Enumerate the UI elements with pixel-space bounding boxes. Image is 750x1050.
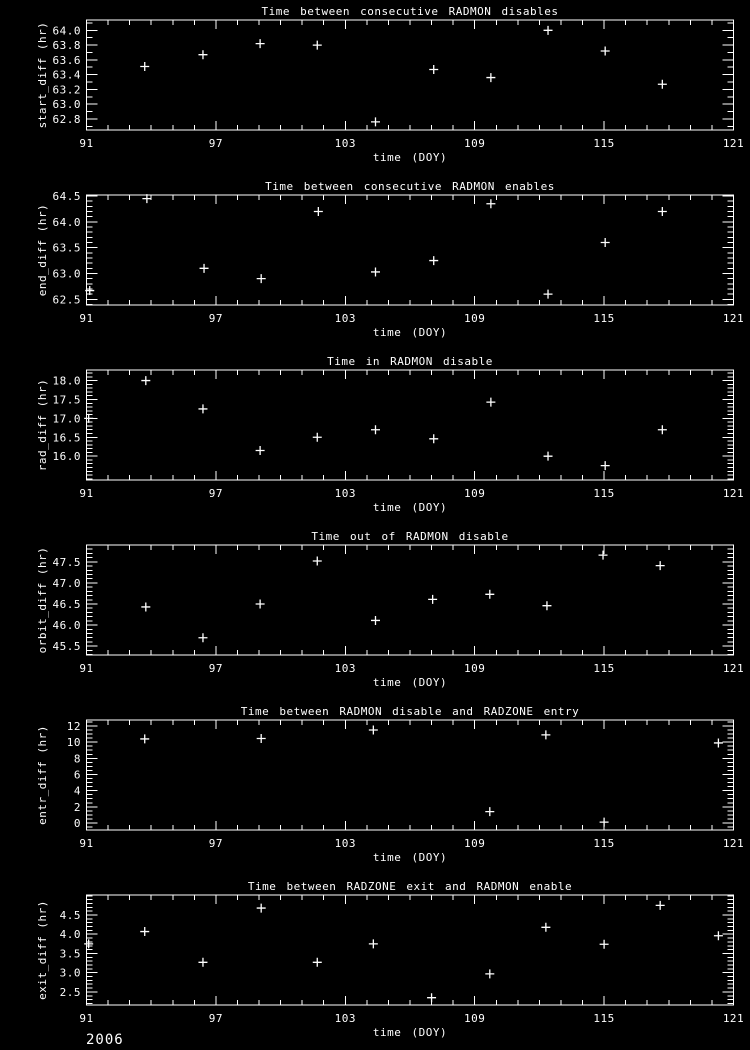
data-point — [371, 616, 380, 625]
data-point — [84, 414, 93, 423]
x-tick-label: 91 — [79, 1012, 94, 1025]
x-axis-label: time (DOY) — [372, 151, 448, 164]
subplot-6 — [36, 880, 744, 1039]
data-points — [84, 376, 667, 470]
data-point — [428, 595, 437, 604]
y-axis-label: orbit_diff (hr) — [36, 546, 49, 654]
axes — [87, 895, 734, 1005]
plot-box — [87, 370, 734, 480]
plot-box — [87, 195, 734, 305]
y-tick-label: 3.5 — [59, 947, 81, 961]
x-tick-label: 91 — [79, 487, 94, 500]
plot-box — [87, 545, 734, 655]
x-axis-label: time (DOY) — [372, 501, 448, 514]
plot-box — [87, 720, 734, 830]
y-tick-label: 64.5 — [52, 190, 81, 204]
data-point — [429, 256, 438, 265]
axes — [87, 195, 734, 305]
data-point — [313, 433, 322, 442]
data-point — [198, 50, 207, 59]
plot-title: Time between RADMON disable and RADZONE entry — [240, 705, 580, 718]
plot-title: Time between consecutive RADMON enables — [265, 180, 555, 193]
data-point — [600, 940, 609, 949]
y-tick-label: 64.0 — [52, 215, 81, 229]
data-point — [427, 993, 436, 1002]
y-tick-label: 62.5 — [52, 293, 81, 307]
data-point — [600, 818, 609, 827]
y-tick-label: 63.4 — [52, 68, 81, 82]
y-axis-label: entr_diff (hr) — [36, 725, 49, 825]
data-point — [371, 117, 380, 126]
x-tick-label: 97 — [208, 837, 224, 850]
y-tick-label: 12 — [66, 719, 81, 733]
y-tick-label: 4 — [73, 784, 81, 798]
data-point — [429, 434, 438, 443]
x-tick-label: 121 — [722, 837, 745, 850]
x-tick-label: 121 — [722, 662, 745, 675]
x-tick-label: 115 — [593, 1012, 615, 1025]
y-axis-label: rad_diff (hr) — [36, 378, 49, 472]
y-tick-label: 16.0 — [52, 450, 81, 464]
data-point — [84, 939, 93, 948]
x-tick-label: 103 — [334, 137, 356, 150]
data-point — [257, 904, 266, 913]
plot-title: Time in RADMON disable — [327, 355, 493, 368]
y-tick-label: 63.6 — [52, 53, 81, 67]
y-tick-label: 8 — [73, 752, 81, 766]
data-point — [313, 557, 322, 566]
data-point — [140, 62, 149, 71]
y-tick-label: 63.2 — [52, 83, 81, 97]
x-tick-label: 97 — [208, 137, 224, 150]
data-point — [485, 969, 494, 978]
data-point — [429, 65, 438, 74]
data-point — [369, 726, 378, 735]
x-tick-label: 121 — [722, 312, 745, 325]
x-tick-label: 103 — [334, 837, 356, 850]
data-point — [658, 425, 667, 434]
x-tick-label: 97 — [208, 487, 224, 500]
data-point — [599, 551, 608, 560]
data-point — [313, 41, 322, 50]
data-point — [257, 734, 266, 743]
data-point — [140, 734, 149, 743]
data-points — [85, 194, 667, 299]
x-tick-label: 109 — [464, 487, 486, 500]
y-tick-label: 63.5 — [52, 241, 81, 255]
x-tick-label: 103 — [334, 312, 356, 325]
data-point — [601, 47, 610, 56]
data-point — [544, 452, 553, 461]
y-tick-label: 63.0 — [52, 267, 81, 281]
x-tick-label: 121 — [722, 1012, 745, 1025]
subplot-1 — [36, 5, 744, 164]
axes — [87, 370, 734, 480]
y-tick-label: 10 — [66, 736, 81, 750]
x-tick-label: 109 — [464, 1012, 486, 1025]
data-points — [141, 551, 664, 643]
data-point — [141, 376, 150, 385]
data-point — [371, 425, 380, 434]
year-label: 2006 — [86, 1032, 124, 1048]
data-point — [601, 238, 610, 247]
y-axis-label: exit_diff (hr) — [36, 900, 49, 1000]
data-point — [200, 264, 209, 273]
x-tick-label: 115 — [593, 487, 615, 500]
y-tick-label: 17.5 — [52, 393, 81, 407]
data-point — [486, 398, 495, 407]
data-point — [485, 590, 494, 599]
subplot-3 — [36, 355, 744, 514]
x-tick-label: 97 — [208, 1012, 224, 1025]
plot-box — [87, 895, 734, 1005]
data-point — [256, 600, 265, 609]
y-tick-label: 0 — [73, 816, 81, 830]
y-tick-label: 4.0 — [59, 928, 81, 942]
x-tick-label: 121 — [722, 137, 745, 150]
data-points — [84, 901, 723, 1002]
axes — [87, 20, 734, 130]
data-point — [542, 601, 551, 610]
data-point — [314, 207, 323, 216]
y-tick-label: 18.0 — [52, 374, 81, 388]
x-tick-label: 103 — [334, 662, 356, 675]
x-tick-label: 91 — [79, 662, 94, 675]
data-point — [486, 199, 495, 208]
data-point — [256, 446, 265, 455]
plot-box — [87, 20, 734, 130]
data-point — [541, 730, 550, 739]
x-axis-label: time (DOY) — [372, 326, 448, 339]
x-tick-label: 115 — [593, 837, 615, 850]
axes — [87, 545, 734, 655]
x-tick-label: 109 — [464, 312, 486, 325]
x-axis-label: time (DOY) — [372, 676, 448, 689]
data-point — [714, 931, 723, 940]
y-tick-label: 2 — [73, 800, 81, 814]
data-point — [141, 602, 150, 611]
y-tick-label: 2.5 — [59, 985, 81, 999]
plot-title: Time between RADZONE exit and RADMON enable — [247, 880, 573, 893]
y-tick-label: 17.0 — [52, 412, 81, 426]
data-point — [198, 633, 207, 642]
data-point — [601, 461, 610, 470]
y-tick-label: 46.5 — [52, 598, 81, 612]
subplot-5 — [36, 705, 744, 864]
x-tick-label: 115 — [593, 662, 615, 675]
y-tick-label: 63.0 — [52, 98, 81, 112]
data-point — [371, 267, 380, 276]
plot-title: Time out of RADMON disable — [311, 530, 509, 543]
data-point — [313, 958, 322, 967]
data-points — [140, 26, 667, 127]
data-point — [544, 290, 553, 299]
y-tick-label: 16.5 — [52, 431, 81, 445]
data-point — [486, 73, 495, 82]
data-point — [541, 923, 550, 932]
data-point — [714, 738, 723, 747]
y-tick-label: 46.0 — [52, 619, 81, 633]
x-tick-label: 109 — [464, 837, 486, 850]
x-tick-label: 91 — [79, 837, 94, 850]
x-tick-label: 121 — [722, 487, 745, 500]
subplot-4 — [36, 530, 744, 689]
x-axis-label: time (DOY) — [372, 851, 448, 864]
y-tick-label: 6 — [73, 768, 81, 782]
y-tick-label: 62.8 — [52, 112, 81, 126]
x-tick-label: 109 — [464, 662, 486, 675]
x-tick-label: 91 — [79, 312, 94, 325]
data-point — [140, 927, 149, 936]
axes — [87, 720, 734, 830]
y-tick-label: 4.5 — [59, 909, 81, 922]
x-tick-label: 109 — [464, 137, 486, 150]
data-point — [198, 404, 207, 413]
x-tick-label: 115 — [593, 137, 615, 150]
plot-title: Time between consecutive RADMON disables — [261, 5, 559, 18]
data-point — [656, 901, 665, 910]
data-point — [257, 274, 266, 283]
x-tick-label: 91 — [79, 137, 94, 150]
data-point — [656, 561, 665, 570]
x-tick-label: 97 — [208, 662, 224, 675]
data-point — [369, 939, 378, 948]
y-axis-label: end_diff (hr) — [36, 203, 49, 297]
data-point — [198, 958, 207, 967]
x-tick-label: 103 — [334, 1012, 356, 1025]
data-point — [658, 207, 667, 216]
y-tick-label: 47.0 — [52, 576, 81, 590]
x-tick-label: 115 — [593, 312, 615, 325]
y-tick-label: 63.8 — [52, 39, 81, 53]
data-point — [544, 26, 553, 35]
x-tick-label: 97 — [208, 312, 224, 325]
y-tick-label: 3.0 — [59, 966, 81, 980]
y-tick-label: 45.5 — [52, 640, 81, 654]
y-tick-label: 47.5 — [52, 555, 81, 569]
subplot-2 — [36, 180, 744, 339]
data-point — [658, 80, 667, 89]
data-points — [140, 726, 723, 827]
y-axis-label: start_diff (hr) — [36, 21, 49, 129]
data-point — [256, 39, 265, 48]
x-axis-label: time (DOY) — [372, 1026, 448, 1039]
x-tick-label: 103 — [334, 487, 356, 500]
y-tick-label: 64.0 — [52, 24, 81, 38]
data-point — [485, 807, 494, 816]
